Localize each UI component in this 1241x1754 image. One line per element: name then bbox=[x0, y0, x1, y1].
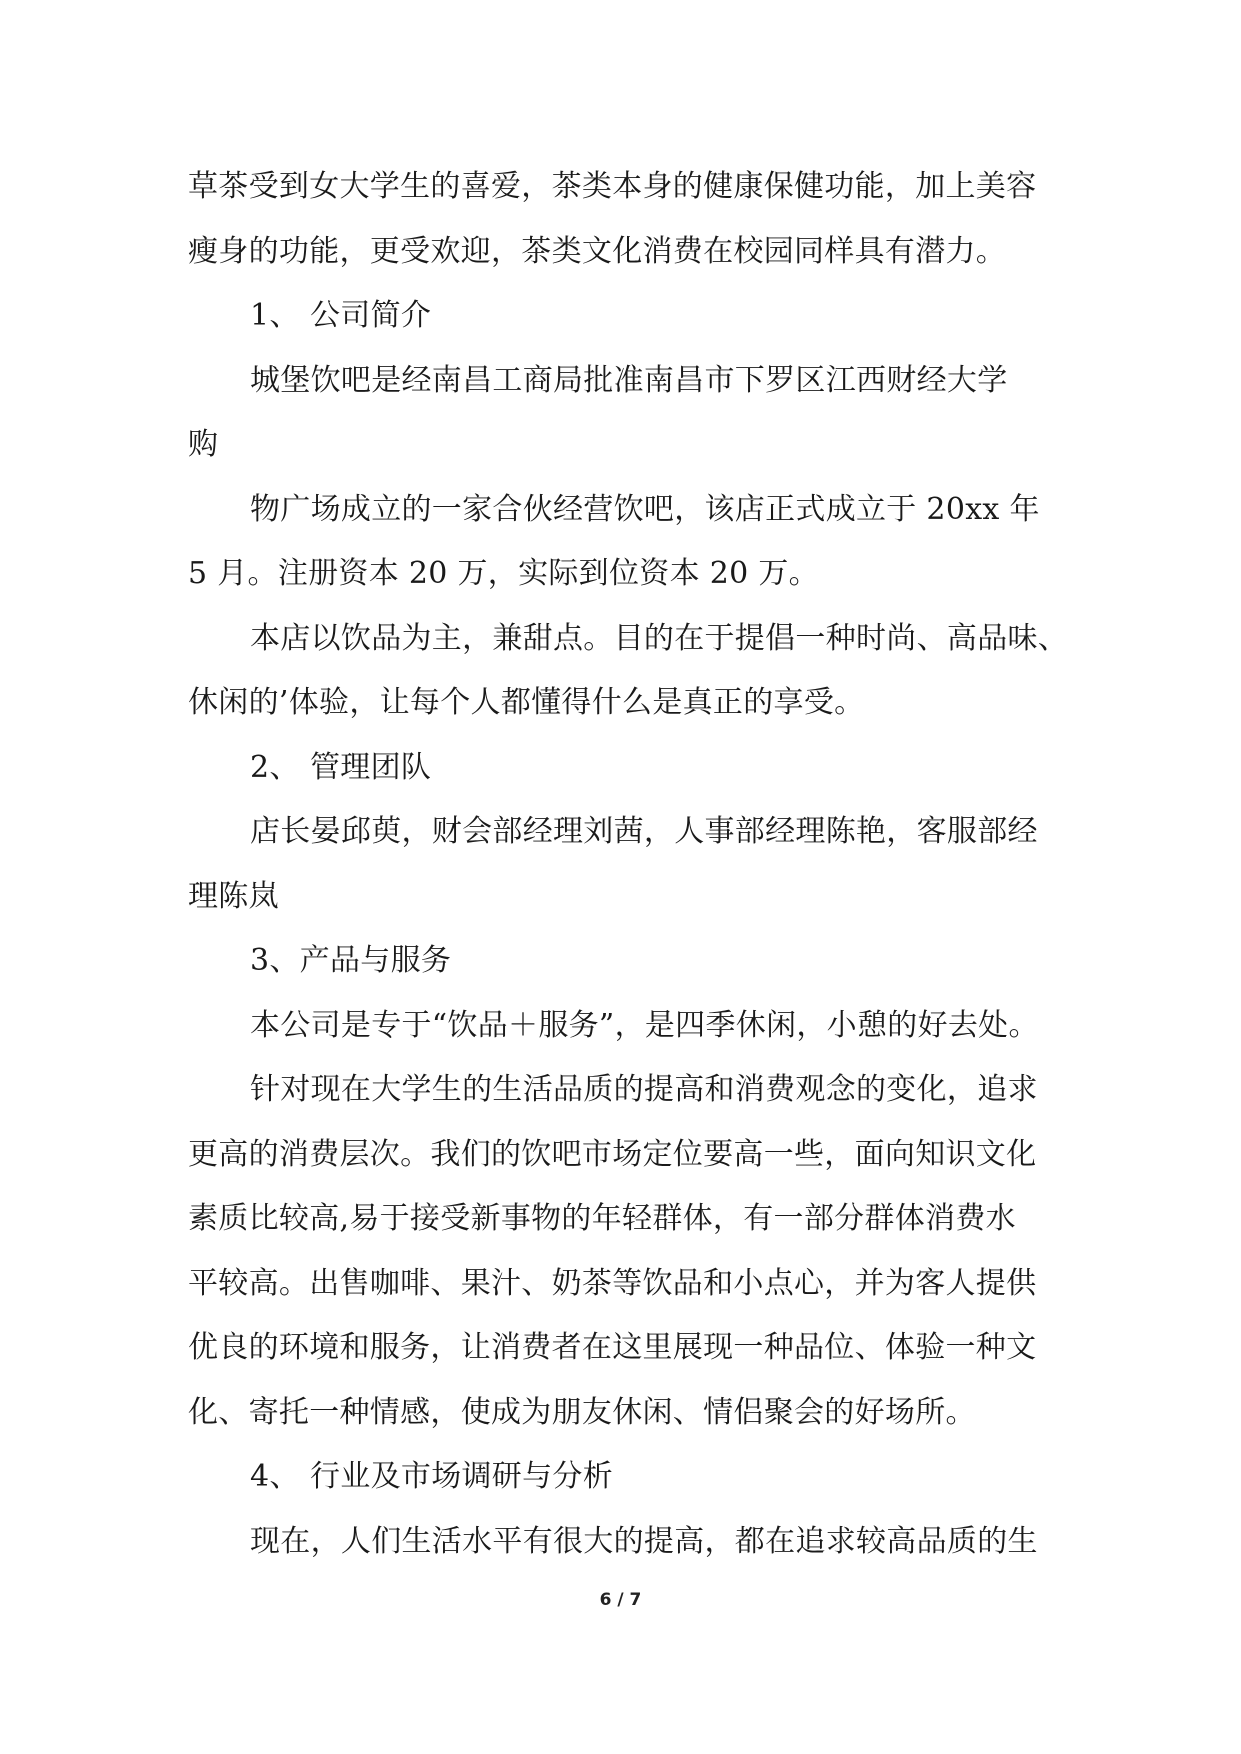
text-line: 休闲的’体验，让每个人都懂得什么是真正的享受。 bbox=[188, 685, 865, 720]
section-number: 2、 bbox=[250, 749, 300, 785]
section-number: 1、 bbox=[250, 298, 300, 333]
section-title: 管理团队 bbox=[310, 749, 432, 785]
page-number: 6 / 7 bbox=[599, 1590, 642, 1610]
text-line: 化、寄托一种情感，使成为朋友休闲、情侣聚会的好场所。 bbox=[188, 1394, 976, 1430]
text-line: 草茶受到女大学生的喜爱，茶类本身的健康保健功能，加上美容 bbox=[188, 169, 1037, 204]
section-number: 4、 bbox=[250, 1459, 300, 1494]
document-body bbox=[188, 155, 1068, 1574]
text-line: 3、产品与服务 bbox=[250, 943, 452, 978]
text-line: 平较高。出售咖啡、果汁、奶茶等饮品和小点心，并为客人提供 bbox=[188, 1265, 1037, 1301]
section-heading bbox=[188, 284, 1068, 349]
text-line: 素质比较高,易于接受新事物的年轻群体，有一部分群体消费水 bbox=[188, 1201, 1016, 1236]
text-line: 现在，人们生活水平有很大的提高，都在追求较高品质的生 bbox=[250, 1523, 1038, 1559]
text-line: 本店以饮品为主，兼甜点。目的在于提倡一种时尚、高品味、 bbox=[250, 620, 1069, 656]
text-line: 城堡饮吧是经南昌工商局批准南昌市下罗区江西财经大学 bbox=[250, 362, 1008, 398]
text-line: 针对现在大学生的生活品质的提高和消费观念的变化，追求 bbox=[250, 1072, 1038, 1107]
text-line: 理陈岚 bbox=[188, 878, 279, 914]
section-heading bbox=[188, 1445, 1068, 1510]
text-line: 本公司是专于“饮品＋服务”，是四季休闲，小憩的好去处。 bbox=[250, 1007, 1039, 1043]
section-title: 行业及市场调研与分析 bbox=[310, 1459, 613, 1494]
text-line: 店长晏邱萸，财会部经理刘茜，人事部经理陈艳，客服部经 bbox=[250, 814, 1038, 849]
section-heading bbox=[188, 736, 1068, 801]
text-line: 5 月。注册资本 20 万，实际到位资本 20 万。 bbox=[188, 556, 819, 591]
text-line: 瘦身的功能，更受欢迎，茶类文化消费在校园同样具有潜力。 bbox=[188, 233, 1007, 269]
text-line: 优良的环境和服务，让消费者在这里展现一种品位、体验一种文 bbox=[188, 1330, 1037, 1365]
text-line: 购 bbox=[188, 427, 219, 462]
text-line: 物广场成立的一家合伙经营饮吧，该店正式成立于 20xx 年 bbox=[250, 491, 1040, 527]
text-line: 更高的消费层次。我们的饮吧市场定位要高一些，面向知识文化 bbox=[188, 1136, 1037, 1172]
section-title: 公司简介 bbox=[310, 298, 432, 333]
